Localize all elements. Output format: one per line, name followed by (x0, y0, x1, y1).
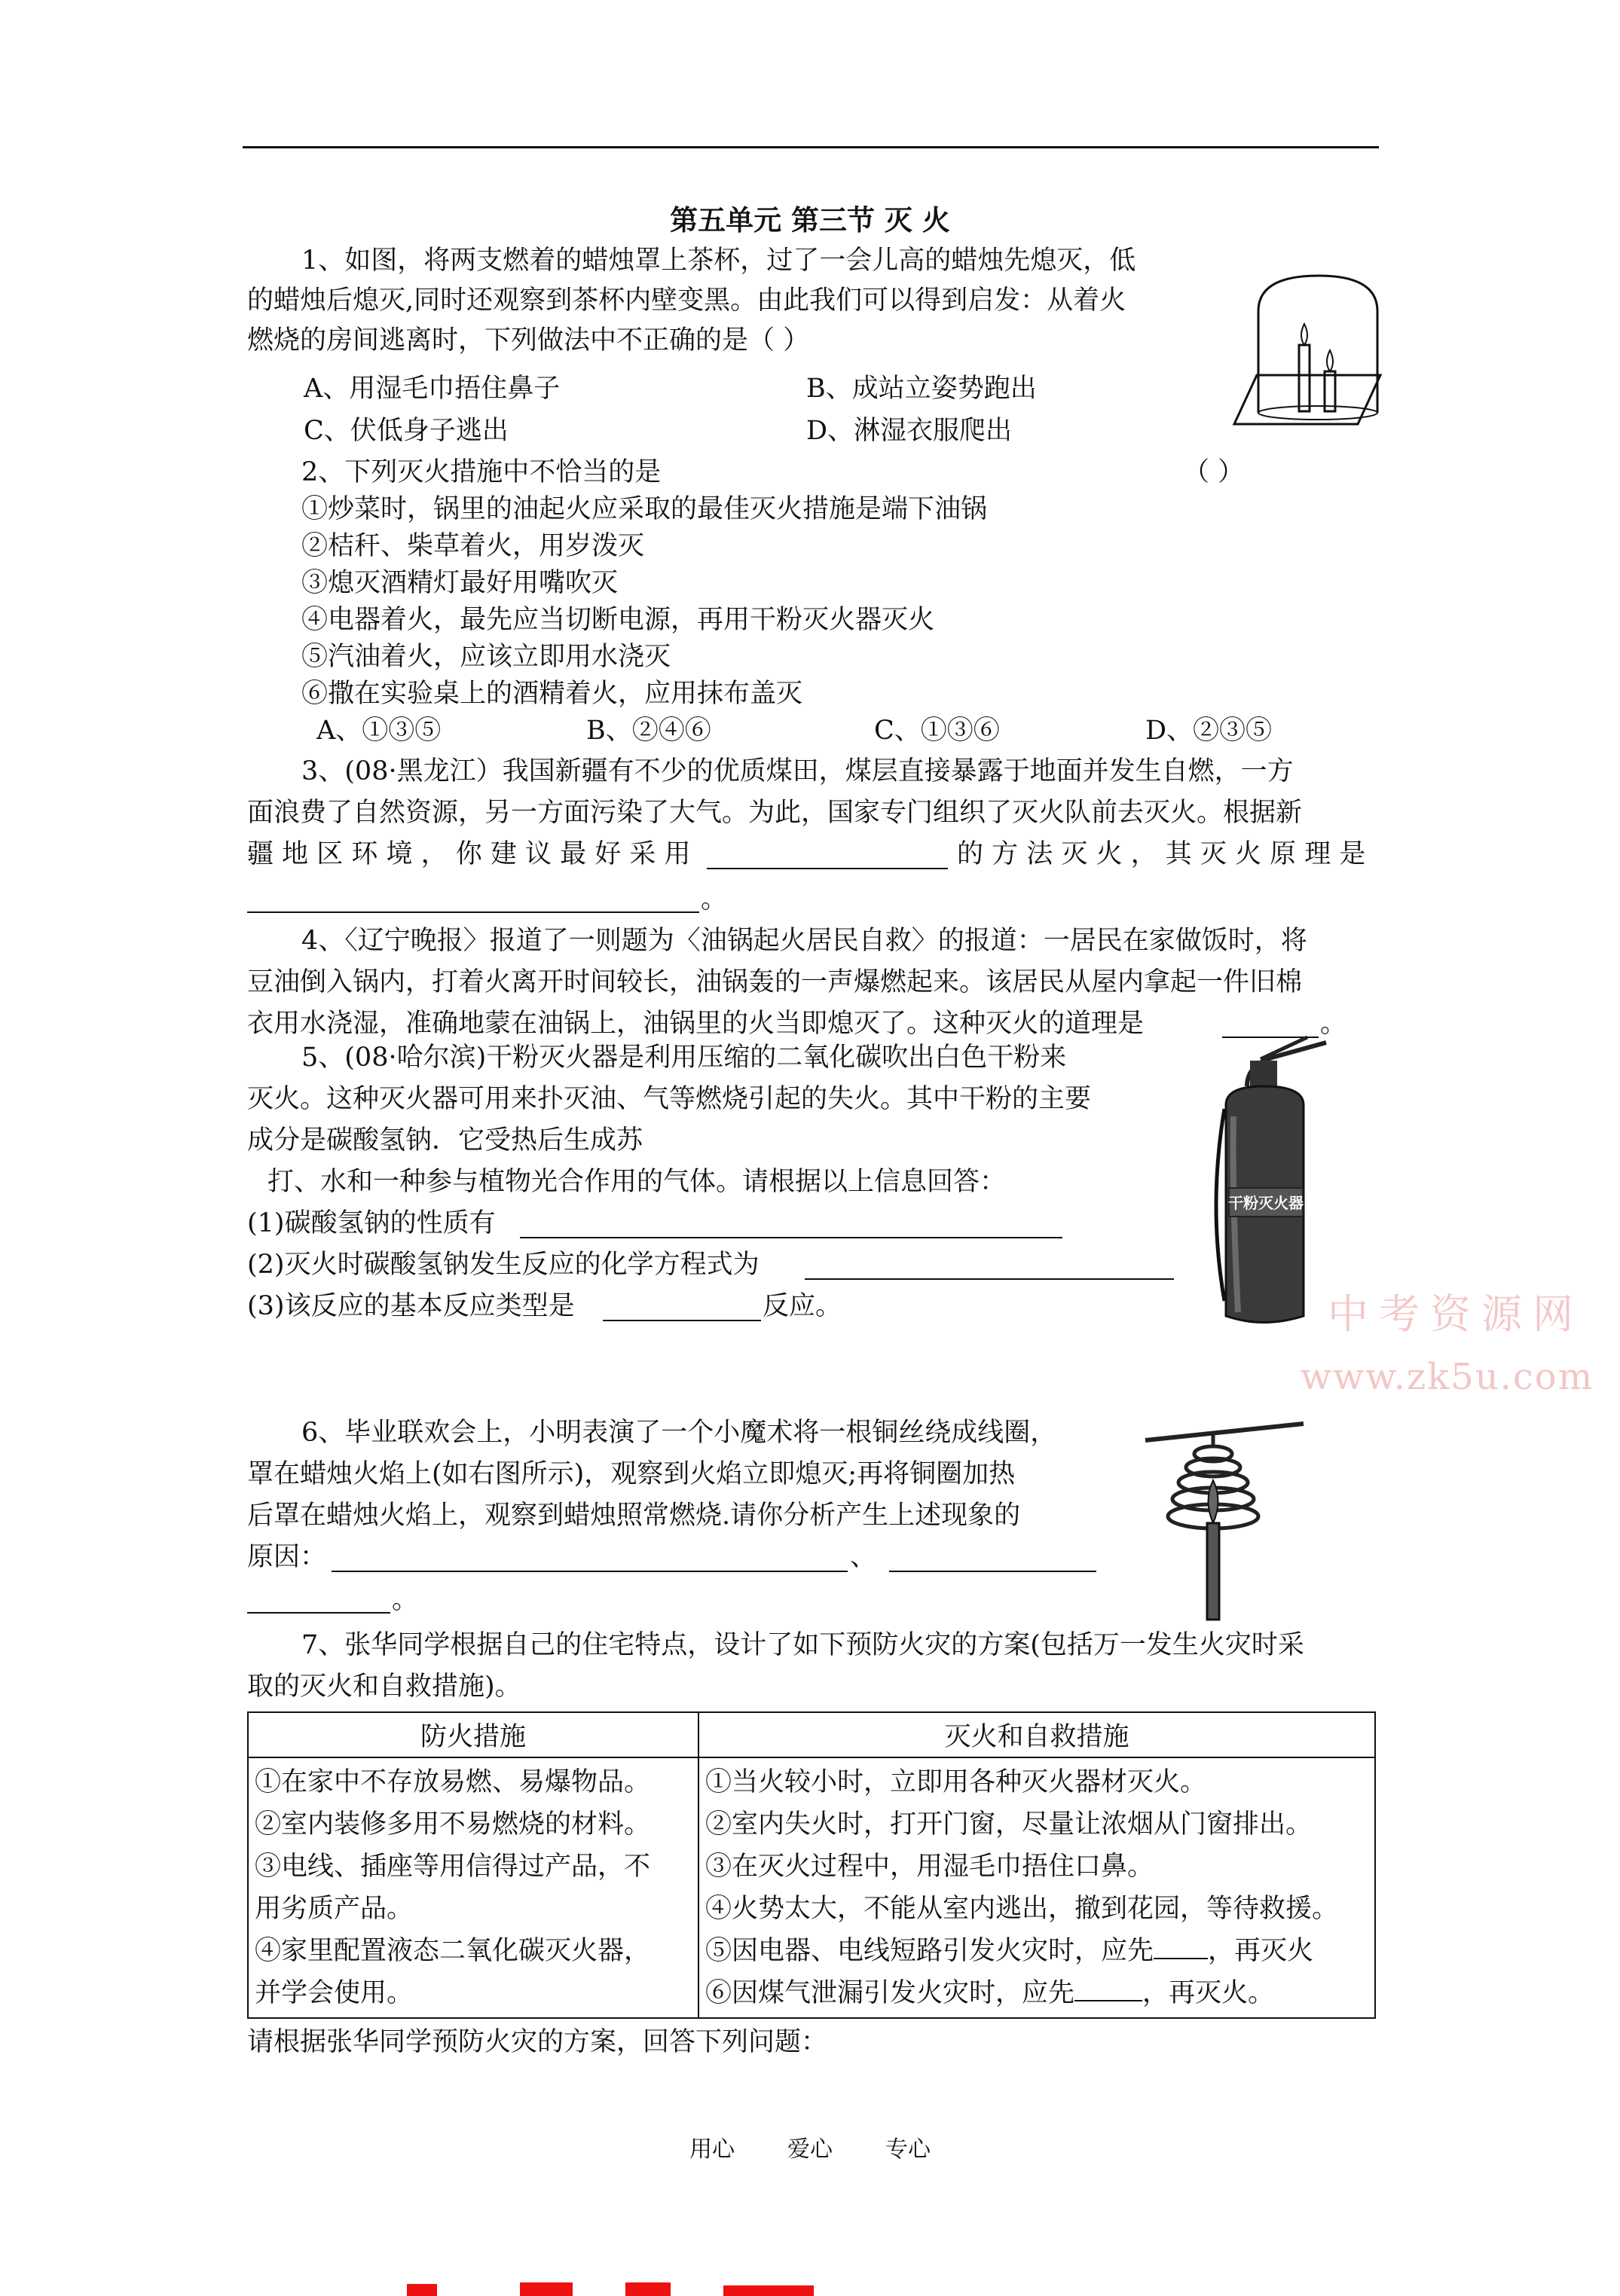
q2-item-2: ②桔秆、柴草着火，用岁泼灭 (301, 531, 645, 561)
q6-line3: 后罩在蜡烛火焰上，观察到蜡烛照常燃烧.请你分析产生上述现象的 (247, 1501, 1021, 1531)
q5-sub3-right: 反应。 (763, 1291, 842, 1321)
q3-line4-end: 。 (701, 884, 728, 914)
response-item-6 (705, 1972, 1368, 2014)
q5-sub3-left: (3)该反应的基本反应类型是 (247, 1291, 575, 1321)
q5-line3: 成分是碳酸氢钠．它受热后生成苏 (247, 1125, 643, 1156)
q6-separator: 、 (850, 1542, 877, 1572)
copper-coil-figure (1130, 1416, 1319, 1627)
q2-option-d: D、②③⑤ (1145, 716, 1273, 746)
q5-line4: 打、水和一种参与植物光合作用的气体。请根据以上信息回答： (267, 1167, 1007, 1197)
response-item: ④火势太大，不能从室内逃出，撤到花园，等待救援。 (705, 1894, 1339, 1924)
table-header-response: 灭火和自救措施 (698, 1712, 1375, 1757)
q6-line1: 6、毕业联欢会上，小明表演了一个小魔术将一根铜丝绕成线圈， (301, 1418, 1057, 1448)
response-item-5-left: ⑤因电器、电线短路引发火灾时，应先 (705, 1936, 1154, 1966)
q2-item-4: ④电器着火，最先应当切断电源，再用干粉灭火器灭火 (301, 605, 935, 635)
q2-stem: 2、下列灭火措施中不恰当的是 (301, 457, 662, 487)
q5-blank-property[interactable] (520, 1211, 1062, 1238)
q1-line1: 1、如图，将两支燃着的蜡烛罩上茶杯，过了一会儿高的蜡烛先熄灭，低 (301, 246, 1136, 276)
page-title: 第五单元 第三节 灭 火 (670, 203, 950, 237)
q7-followup: 请根据张华同学预防火灾的方案，回答下列问题： (247, 2027, 828, 2057)
q3-line3-right: 的 方 法 灭 火 ， 其 灭 火 原 理 是 (957, 839, 1366, 869)
q4-line1: 4、〈辽宁晚报〉报道了一则题为〈油锅起火居民自救〉的报道：一居民在家做饭时，将 (301, 926, 1307, 956)
q5-blank-reaction-type[interactable] (603, 1294, 761, 1321)
q1-option-d: D、淋湿衣服爬出 (806, 416, 1013, 446)
watermark-cn: 中考资源网 (1328, 1290, 1584, 1338)
q6-blank-reason-3[interactable] (247, 1586, 390, 1614)
q7-line2: 取的灭火和自救措施)。 (247, 1672, 521, 1702)
q6-line2: 罩在蜡烛火焰上(如右图所示)，观察到火焰立即熄灭;再将铜圈加热 (247, 1459, 1016, 1489)
q6-line4-label: 原因： (247, 1542, 327, 1572)
q4-line3: 衣用水浇湿，准确地蒙在油锅上，油锅里的火当即熄灭了。这种灭火的道理是 (247, 1009, 1145, 1039)
prevention-item: ②室内装修多用不易燃烧的材料。 (255, 1809, 651, 1840)
q2-option-c: C、①③⑥ (874, 716, 1000, 746)
fire-extinguisher-figure (1194, 1034, 1334, 1335)
q1-option-b: B、成站立姿势跑出 (806, 374, 1037, 404)
extinguisher-label: 干粉灭火器 (1228, 1194, 1304, 1212)
q6-blank-reason-1[interactable] (332, 1545, 848, 1572)
q2-item-3: ③熄灭酒精灯最好用嘴吹灭 (301, 568, 619, 598)
prevention-item: ①在家中不存放易燃、易爆物品。 (255, 1767, 651, 1797)
candle-cup-figure (1228, 270, 1386, 432)
q1-option-c: C、伏低身子逃出 (304, 416, 509, 446)
q3-line2: 面浪费了自然资源，另一方面污染了大气。为此，国家专门组织了灭火队前去灭火。根据新 (247, 798, 1303, 828)
q5-line1: 5、(08·哈尔滨)干粉灭火器是利用压缩的二氧化碳吹出白色干粉来 (301, 1043, 1067, 1073)
q2-option-b: B、②④⑥ (586, 716, 711, 746)
fire-plan-table (247, 1711, 1376, 2019)
table-header-row (248, 1712, 1375, 1757)
q3-line3-left: 疆 地 区 环 境 ， 你 建 议 最 好 采 用 (247, 839, 691, 869)
response-item: ①当火较小时，立即用各种灭火器材灭火。 (705, 1767, 1207, 1797)
response-cell (698, 1757, 1375, 2018)
prevention-item: ③电线、插座等用信得过产品，不 (255, 1852, 651, 1882)
red-cropped-text (347, 2273, 919, 2296)
table-row (248, 1757, 1375, 2018)
q2-item-1: ①炒菜时，锅里的油起火应采取的最佳灭火措施是端下油锅 (301, 494, 988, 524)
q7-blank-gas[interactable] (1074, 1974, 1142, 2001)
q7-blank-electric[interactable] (1154, 1932, 1208, 1959)
q3-line1: 3、(08·黑龙江）我国新疆有不少的优质煤田，煤层直接暴露于地面并发生自燃，一方 (301, 756, 1294, 786)
response-item-6-right: ，再灭火。 (1142, 1978, 1275, 2008)
response-item-5 (705, 1930, 1368, 1972)
q5-sub1: (1)碳酸氢钠的性质有 (247, 1208, 496, 1238)
prevention-item: 用劣质产品。 (255, 1894, 414, 1924)
q3-blank-method[interactable] (707, 842, 948, 869)
q2-item-5: ⑤汽油着火，应该立即用水浇灭 (301, 642, 671, 672)
response-item: ③在灭火过程中，用湿毛巾捂住口鼻。 (705, 1852, 1154, 1882)
footer-text-1: 用心 (689, 2136, 735, 2163)
watermark-url: www.zk5u.com (1301, 1356, 1594, 1398)
q2-option-a: A、①③⑤ (316, 716, 442, 746)
q5-blank-equation[interactable] (805, 1253, 1174, 1280)
q4-line2: 豆油倒入锅内，打着火离开时间较长，油锅轰的一声爆燃起来。该居民从屋内拿起一件旧棉 (247, 967, 1303, 997)
table-header-prevention: 防火措施 (248, 1712, 698, 1757)
q3-blank-principle[interactable] (247, 886, 699, 913)
q4-line3-end: 。 (1320, 1009, 1347, 1039)
q1-line2: 的蜡烛后熄灭,同时还观察到茶杯内壁变黑。由此我们可以得到启发：从着火 (247, 285, 1126, 316)
q2-item-6: ⑥撒在实验桌上的酒精着火，应用抹布盖灭 (301, 679, 803, 709)
q1-option-a: A、用湿毛巾捂住鼻子 (304, 374, 561, 404)
q2-answer-paren: （ ） (1183, 457, 1245, 487)
response-item: ②室内失火时，打开门窗，尽量让浓烟从门窗排出。 (705, 1809, 1313, 1840)
response-item-5-right: ，再灭火 (1208, 1936, 1314, 1966)
q5-line2: 灭火。这种灭火器可用来扑灭油、气等燃烧引起的失火。其中干粉的主要 (247, 1084, 1092, 1114)
prevention-item: ④家里配置液态二氧化碳灭火器， (255, 1936, 651, 1966)
q1-line3: 燃烧的房间逃离时，下列做法中不正确的是（ ） (247, 325, 810, 356)
q5-sub2: (2)灭火时碳酸氢钠发生反应的化学方程式为 (247, 1250, 760, 1280)
footer-text-3: 专心 (885, 2136, 931, 2163)
response-item-6-left: ⑥因煤气泄漏引发火灾时，应先 (705, 1978, 1075, 2008)
q6-blank-reason-2[interactable] (889, 1545, 1096, 1572)
q6-line5-end: 。 (392, 1585, 419, 1615)
prevention-cell (248, 1757, 698, 2018)
prevention-item: 并学会使用。 (255, 1978, 414, 2008)
header-rule (243, 146, 1379, 148)
q7-line1: 7、张华同学根据自己的住宅特点，设计了如下预防火灾的方案(包括万一发生火灾时采 (301, 1630, 1304, 1660)
footer-text-2: 爱心 (787, 2136, 833, 2163)
